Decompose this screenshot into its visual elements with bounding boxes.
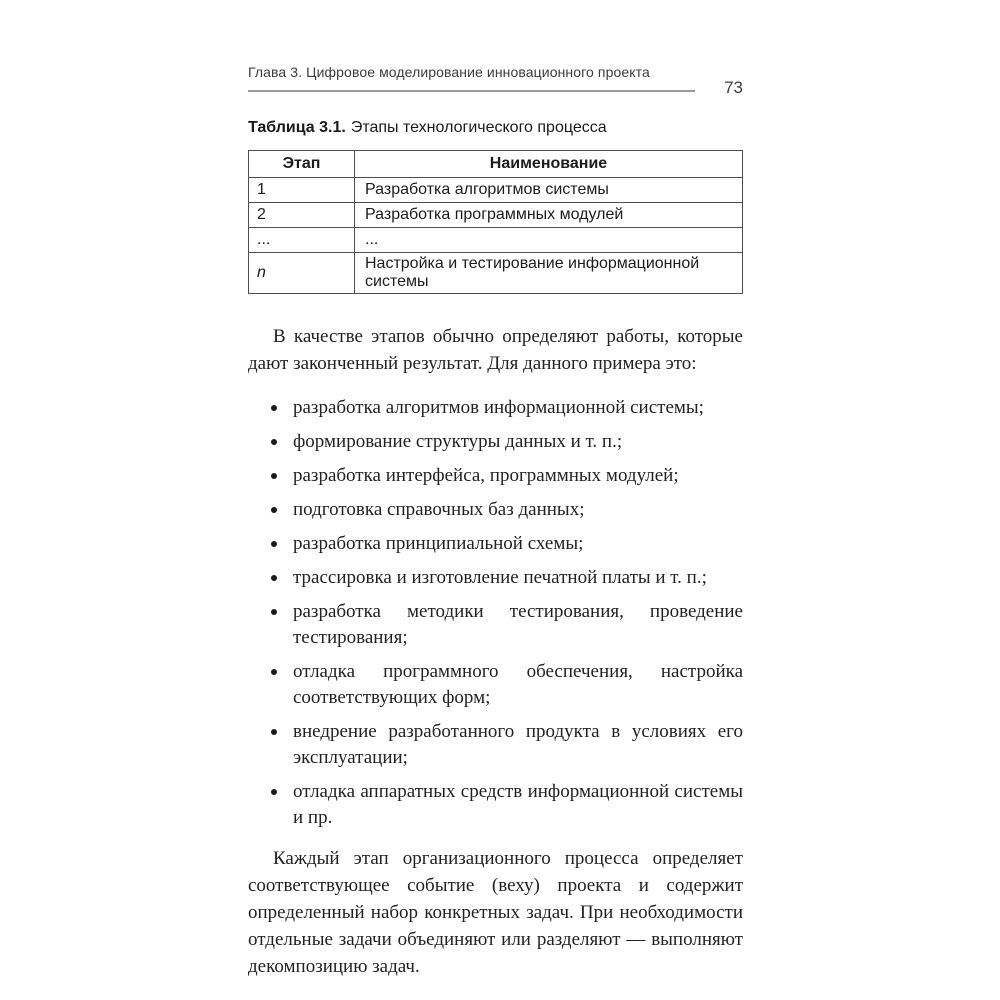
bullet-marker [271,575,277,581]
bullet-marker [271,541,277,547]
list-item-text: разработка принципиальной схемы; [293,533,584,554]
list-item-text: отладка программного обеспечения, настройка соответствующих форм; [293,661,743,708]
table-caption-label: Таблица 3.1. [248,119,346,136]
table-row [249,178,743,203]
cell-stage: 2 [249,203,355,228]
bullet-marker [271,507,277,513]
cell-name: ... [355,228,743,253]
page-number: 73 [724,78,743,97]
list-item [248,463,743,489]
list-item [248,429,743,455]
list-item-text: подготовка справочных баз данных; [293,499,585,520]
cell-name: Настройка и тестирование информационной системы [355,253,743,294]
bullet-marker [271,729,277,735]
column-header-name: Наименование [355,151,743,178]
cell-stage: ... [249,228,355,253]
list-item [248,659,743,711]
closing-paragraph: Каждый этап организационного процесса определяет соответствующее событие (веху) проекта и содержит определенный набор конкретных задач. При необходимости отдельные задачи объединяют или разделяют — выполняют декомпозицию задач. [248,848,743,977]
stages-table [248,150,743,294]
cell-stage: 1 [249,178,355,203]
cell-name: Разработка программных модулей [355,203,743,228]
cell-name: Разработка алгоритмов системы [355,178,743,203]
table-header-row [249,151,743,178]
bullet-marker [271,473,277,479]
list-item-text: внедрение разработанного продукта в условиях его эксплуатации; [293,721,743,768]
list-item [248,599,743,651]
bullet-marker [271,669,277,675]
list-item [248,497,743,523]
bullet-marker [271,609,277,615]
stages-bullet-list [248,395,743,831]
table-row [249,253,743,294]
running-head-rule [248,90,695,92]
list-item [248,779,743,831]
list-item-text: трассировка и изготовление печатной платы и т. п.; [293,567,707,588]
running-head-text: Глава 3. Цифровое моделирование инновационного проекта [248,64,650,80]
list-item [248,719,743,771]
list-item [248,531,743,557]
list-item-text: разработка интерфейса, программных модулей; [293,465,679,486]
running-head-block [248,64,743,97]
bullet-marker [271,405,277,411]
list-item-text: формирование структуры данных и т. п.; [293,431,623,452]
intro-paragraph: В качестве этапов обычно определяют работы, которые дают законченный результат. Для данного примера это: [248,326,743,374]
list-item-text: разработка алгоритмов информационной системы; [293,397,704,418]
table-row [249,203,743,228]
table-row [249,228,743,253]
stages-table-head [249,151,743,178]
bullet-marker [271,789,277,795]
table-caption [248,118,743,138]
stages-table-body [249,178,743,294]
list-item-text: разработка методики тестирования, проведение тестирования; [293,601,743,648]
bullet-marker [271,439,277,445]
list-item [248,395,743,421]
column-header-stage: Этап [249,151,355,178]
table-caption-text: Этапы технологического процесса [350,119,607,136]
book-page [248,0,743,980]
cell-stage: n [249,253,355,294]
list-item-text: отладка аппаратных средств информационной системы и пр. [293,781,743,828]
list-item [248,565,743,591]
